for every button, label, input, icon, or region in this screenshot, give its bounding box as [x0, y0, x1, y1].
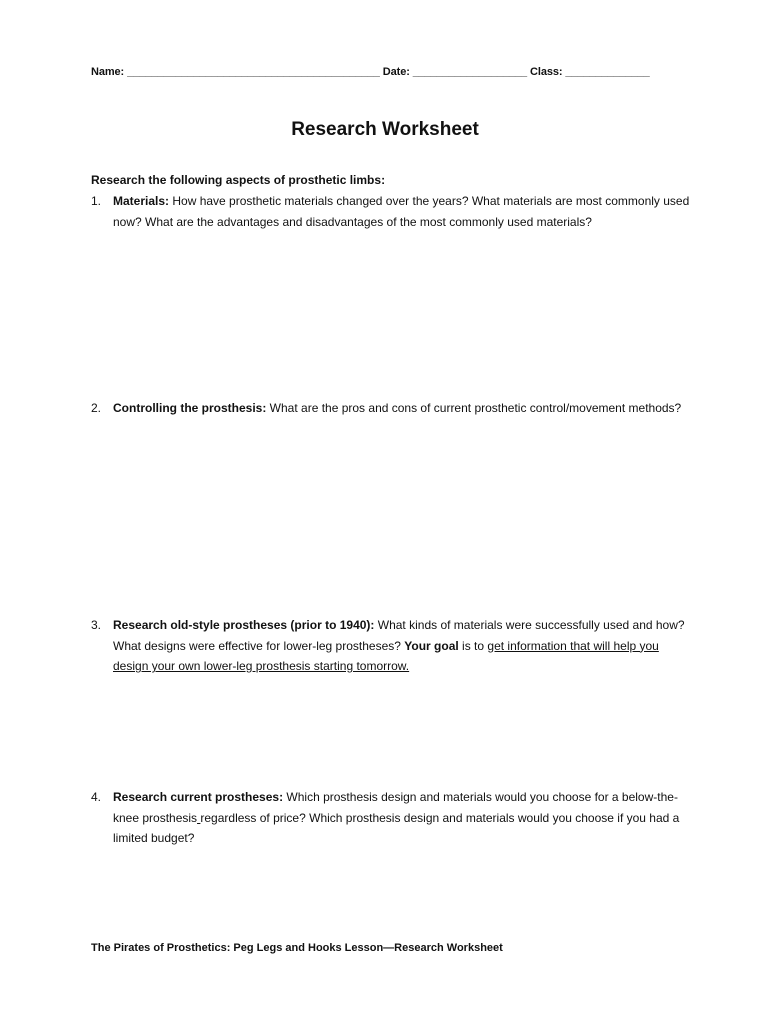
- question-4: [91, 787, 691, 849]
- page-title: Research Worksheet: [291, 119, 479, 140]
- question-lead: Research old-style prostheses (prior to 1940):: [113, 618, 375, 632]
- question-lead: Research current prostheses:: [113, 790, 284, 804]
- question-number: 2.: [91, 401, 102, 415]
- question-1: [91, 191, 691, 232]
- question-lead: Materials:: [113, 194, 170, 208]
- goal-underlined: get information that will help you design your own lower-leg prosthesis starting tomorrow.: [113, 638, 659, 673]
- question-text-a: Which prosthesis design and materials would you choose for a below-the-knee prosthesis: [113, 790, 678, 825]
- goal-label: Your goal: [404, 638, 459, 653]
- question-number: 3.: [91, 618, 102, 632]
- question-body: [113, 615, 691, 677]
- question-number: 4.: [91, 790, 102, 804]
- question-text: What kinds of materials were successfully used and how? What designs were effective for lower-leg prostheses?: [113, 618, 685, 653]
- intro-text: Research the following aspects of prosthetic limbs:: [91, 173, 386, 187]
- footer-text: The Pirates of Prosthetics: Peg Legs and Hooks Lesson—Research Worksheet: [91, 942, 503, 954]
- name-date-class-line: Name: __________________________________________ Date: ___________________ Class: ______________: [91, 66, 650, 78]
- question-text: How have prosthetic materials changed over the years? What materials are most commonly used now? What are the advantages and disadvantages of the most commonly used materials?: [113, 194, 690, 229]
- question-body: [113, 191, 691, 232]
- question-text-b: regardless of price? Which prosthesis design and materials would you choose if you had a limited budget?: [113, 810, 680, 845]
- question-3: [91, 615, 691, 677]
- question-body: [113, 787, 691, 849]
- goal-mid: is to: [458, 638, 488, 653]
- question-text: What are the pros and cons of current prosthetic control/movement methods?: [266, 401, 682, 415]
- question-lead: Controlling the prosthesis:: [113, 401, 267, 415]
- question-number: 1.: [91, 194, 102, 208]
- question-body: [113, 398, 691, 419]
- question-2: [91, 398, 691, 419]
